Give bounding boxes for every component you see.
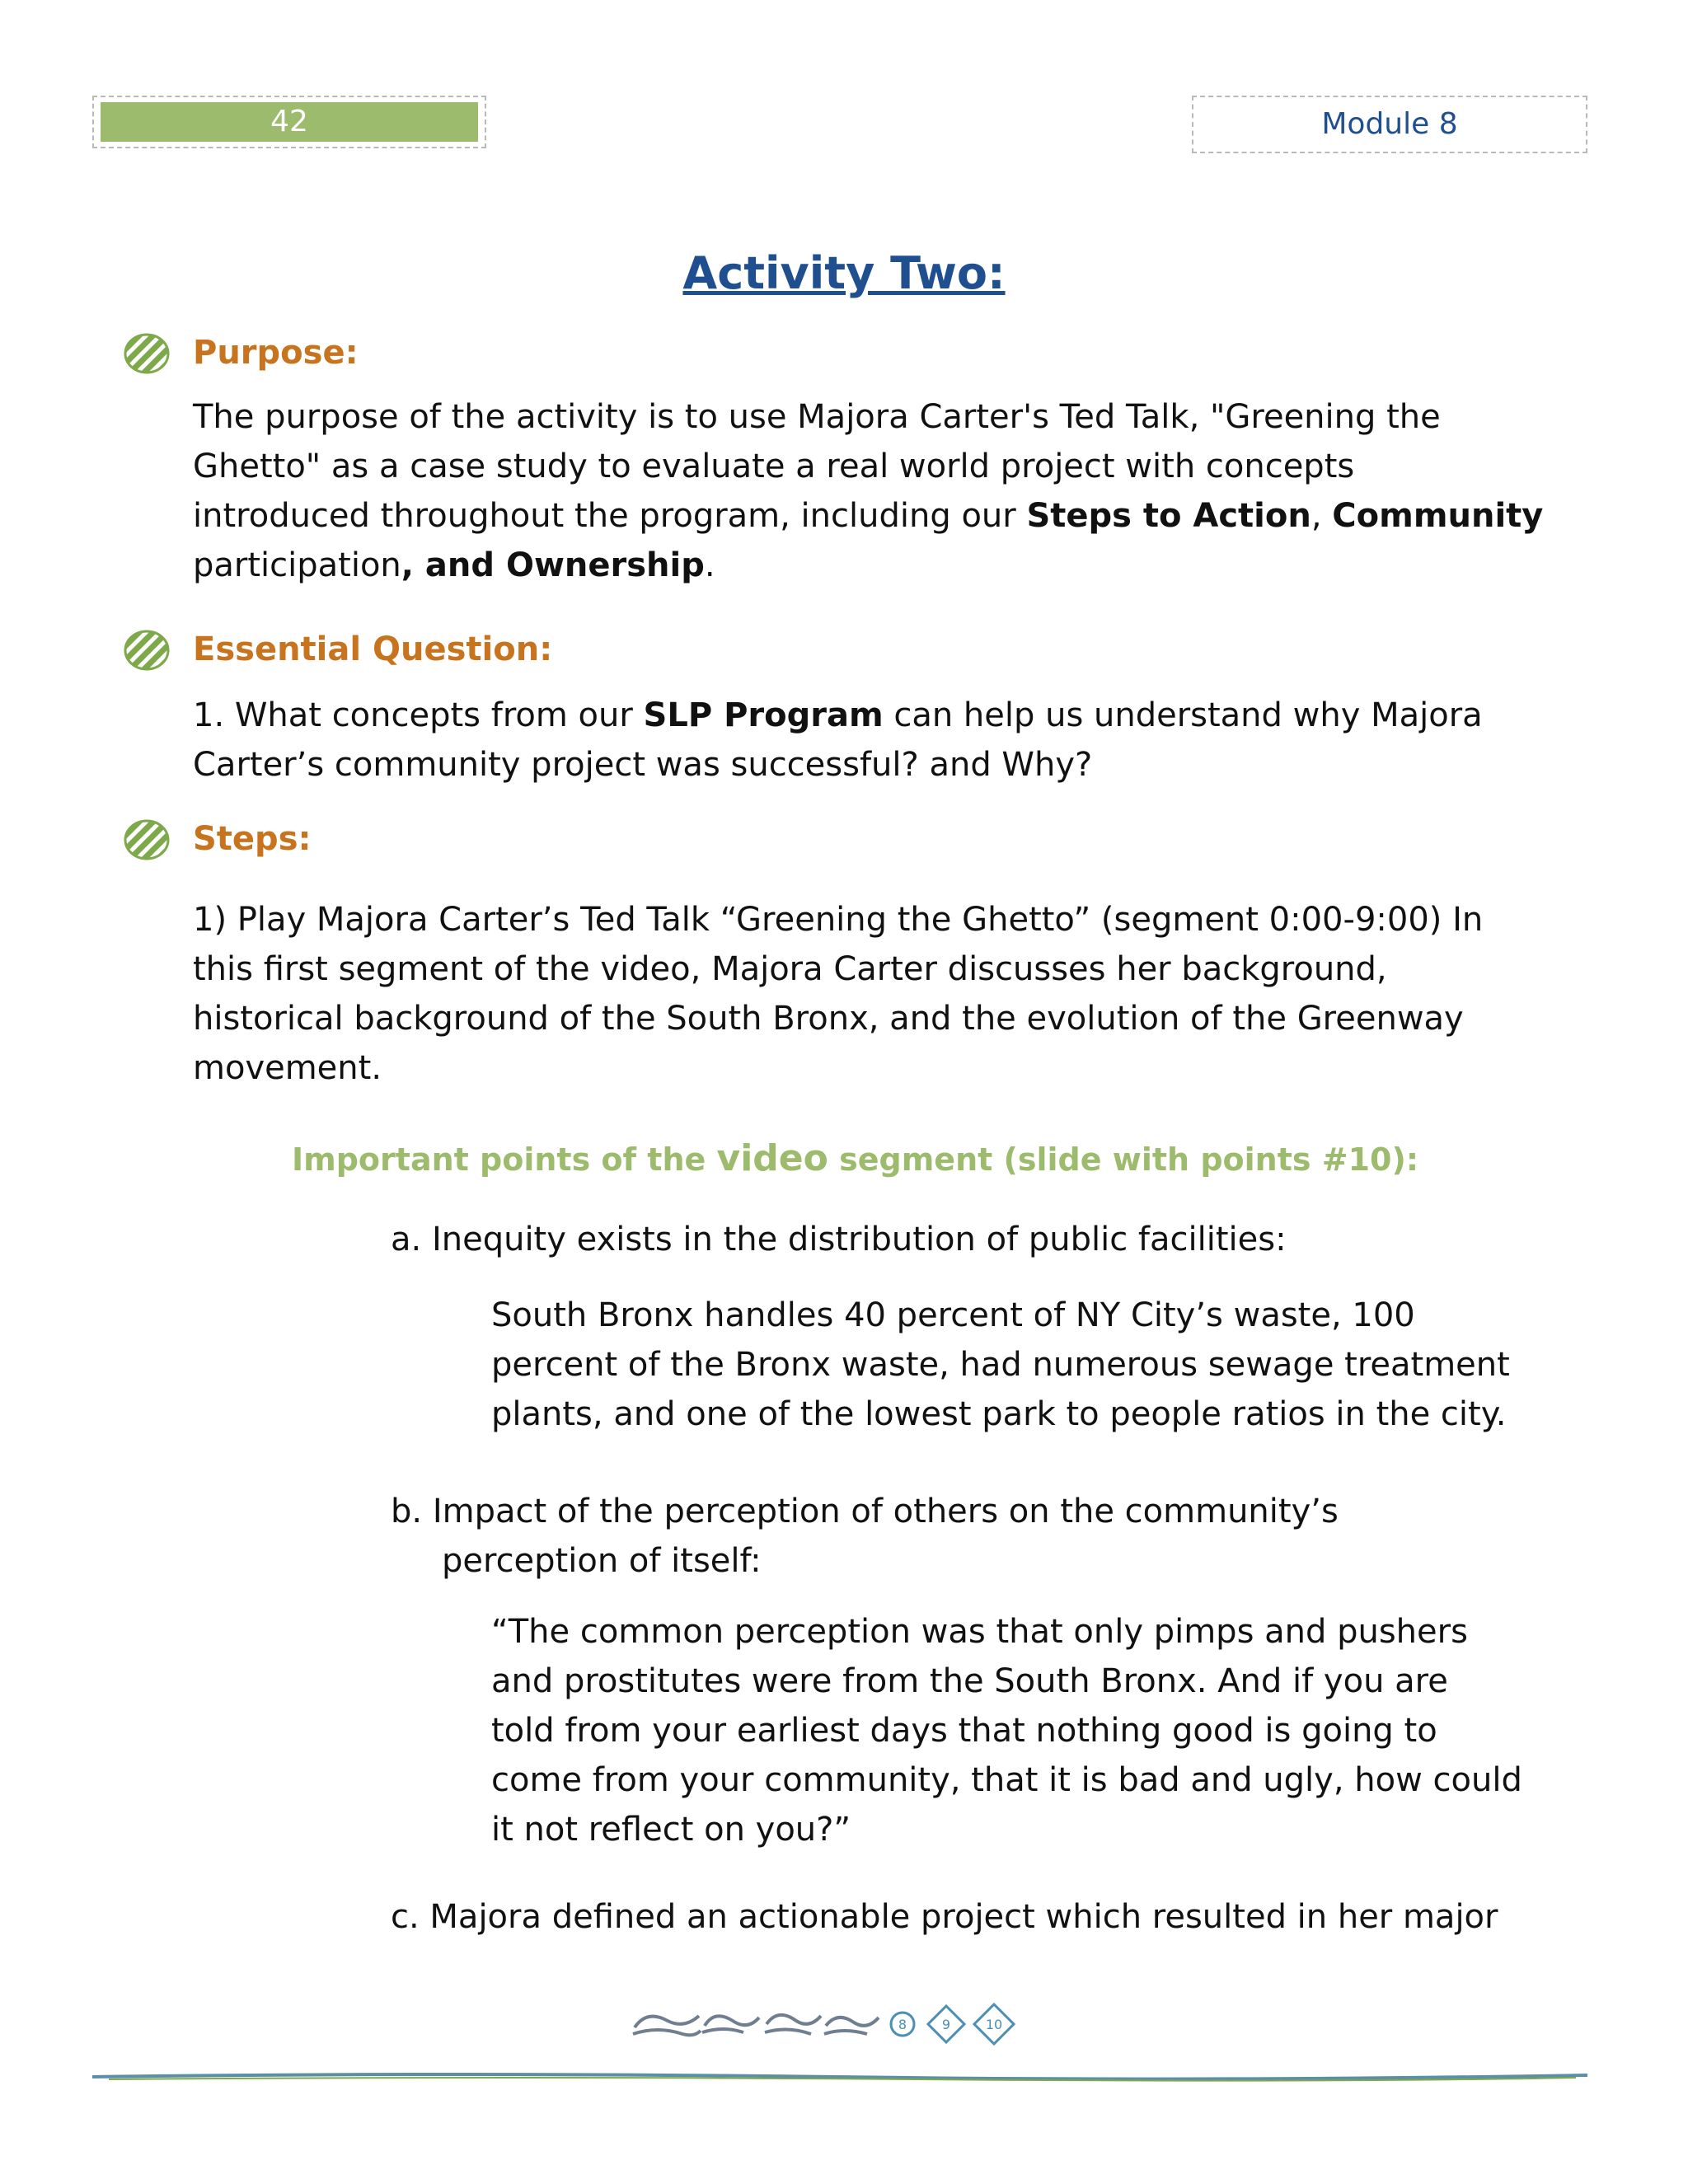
striped-circle-bullet-icon [124, 333, 170, 374]
footer-divider-line [92, 2069, 1587, 2085]
module-8-marker [891, 2013, 914, 2036]
steps-label: Steps: [193, 820, 312, 858]
footer-module-markers [626, 1994, 1039, 2052]
point-b-quote-line-5: it not reflect on you?” [491, 1811, 851, 1849]
page-number-box [92, 96, 486, 148]
striped-circle-bullet-icon [124, 630, 170, 671]
purpose-line-1: The purpose of the activity is to use Majora Carter's Ted Talk, "Greening the [193, 398, 1441, 436]
point-b-label [391, 1487, 1339, 1586]
point-b-quote-line-3: told from your earliest days that nothing good is going to [491, 1712, 1437, 1750]
steps-line-1: 1) Play Majora Carter’s Ted Talk “Greening the Ghetto” (segment 0:00-9:00) In [193, 901, 1484, 939]
purpose-text [193, 392, 1543, 590]
point-b-quote-line-1: “The common perception was that only pimps and pushers [491, 1613, 1468, 1651]
essential-line-1: 1. What concepts from our SLP Program can help us understand why Majora [193, 696, 1483, 734]
svg-text:8: 8 [898, 2017, 907, 2032]
point-b-label-line-1: b. Impact of the perception of others on the community’s [391, 1493, 1339, 1530]
steps-line-3: historical background of the South Bronx, and the evolution of the Greenway [193, 1000, 1464, 1038]
module-9-marker [928, 2006, 964, 2042]
page-number: 42 [101, 102, 478, 142]
point-a-detail [491, 1291, 1510, 1439]
point-b-label-line-2: perception of itself: [442, 1542, 762, 1580]
point-b-quote-line-4: come from your community, that it is bad and ugly, how could [491, 1761, 1522, 1799]
scribble-marks-icon [633, 2015, 879, 2035]
steps-text [193, 895, 1483, 1093]
purpose-line-4: participation, and Ownership. [193, 546, 715, 584]
essential-line-2: Carter’s community project was successful? and Why? [193, 746, 1093, 784]
steps-line-2: this first segment of the video, Majora Carter discusses her background, [193, 950, 1387, 988]
important-points-heading: Important points of the video segment (slide with points #10): [292, 1137, 1419, 1179]
module-label: Module 8 [1192, 96, 1587, 153]
steps-line-4: movement. [193, 1049, 382, 1087]
point-a-detail-line-2: percent of the Bronx waste, had numerous sewage treatment [491, 1346, 1510, 1384]
svg-text:9: 9 [941, 2017, 951, 2032]
striped-circle-bullet-icon [124, 819, 170, 860]
purpose-label: Purpose: [193, 334, 359, 372]
point-a-label: a. Inequity exists in the distribution of public facilities: [391, 1221, 1287, 1258]
svg-text:10: 10 [985, 2017, 1003, 2032]
essential-question-text [193, 691, 1483, 790]
point-b-quote-line-2: and prostitutes were from the South Bronx. And if you are [491, 1662, 1448, 1700]
essential-question-label: Essential Question: [193, 630, 553, 668]
purpose-line-2: Ghetto" as a case study to evaluate a real world project with concepts [193, 448, 1355, 485]
point-a-detail-line-3: plants, and one of the lowest park to people ratios in the city. [491, 1395, 1507, 1433]
point-c-label: c. Majora defined an actionable project which resulted in her major [391, 1898, 1498, 1936]
purpose-line-3: introduced throughout the program, including our Steps to Action, Community [193, 497, 1544, 535]
module-10-marker [974, 2004, 1014, 2044]
point-a-detail-line-1: South Bronx handles 40 percent of NY City’s waste, 100 [491, 1296, 1415, 1334]
page-title: Activity Two: [682, 247, 1006, 299]
point-b-quote [491, 1607, 1522, 1854]
